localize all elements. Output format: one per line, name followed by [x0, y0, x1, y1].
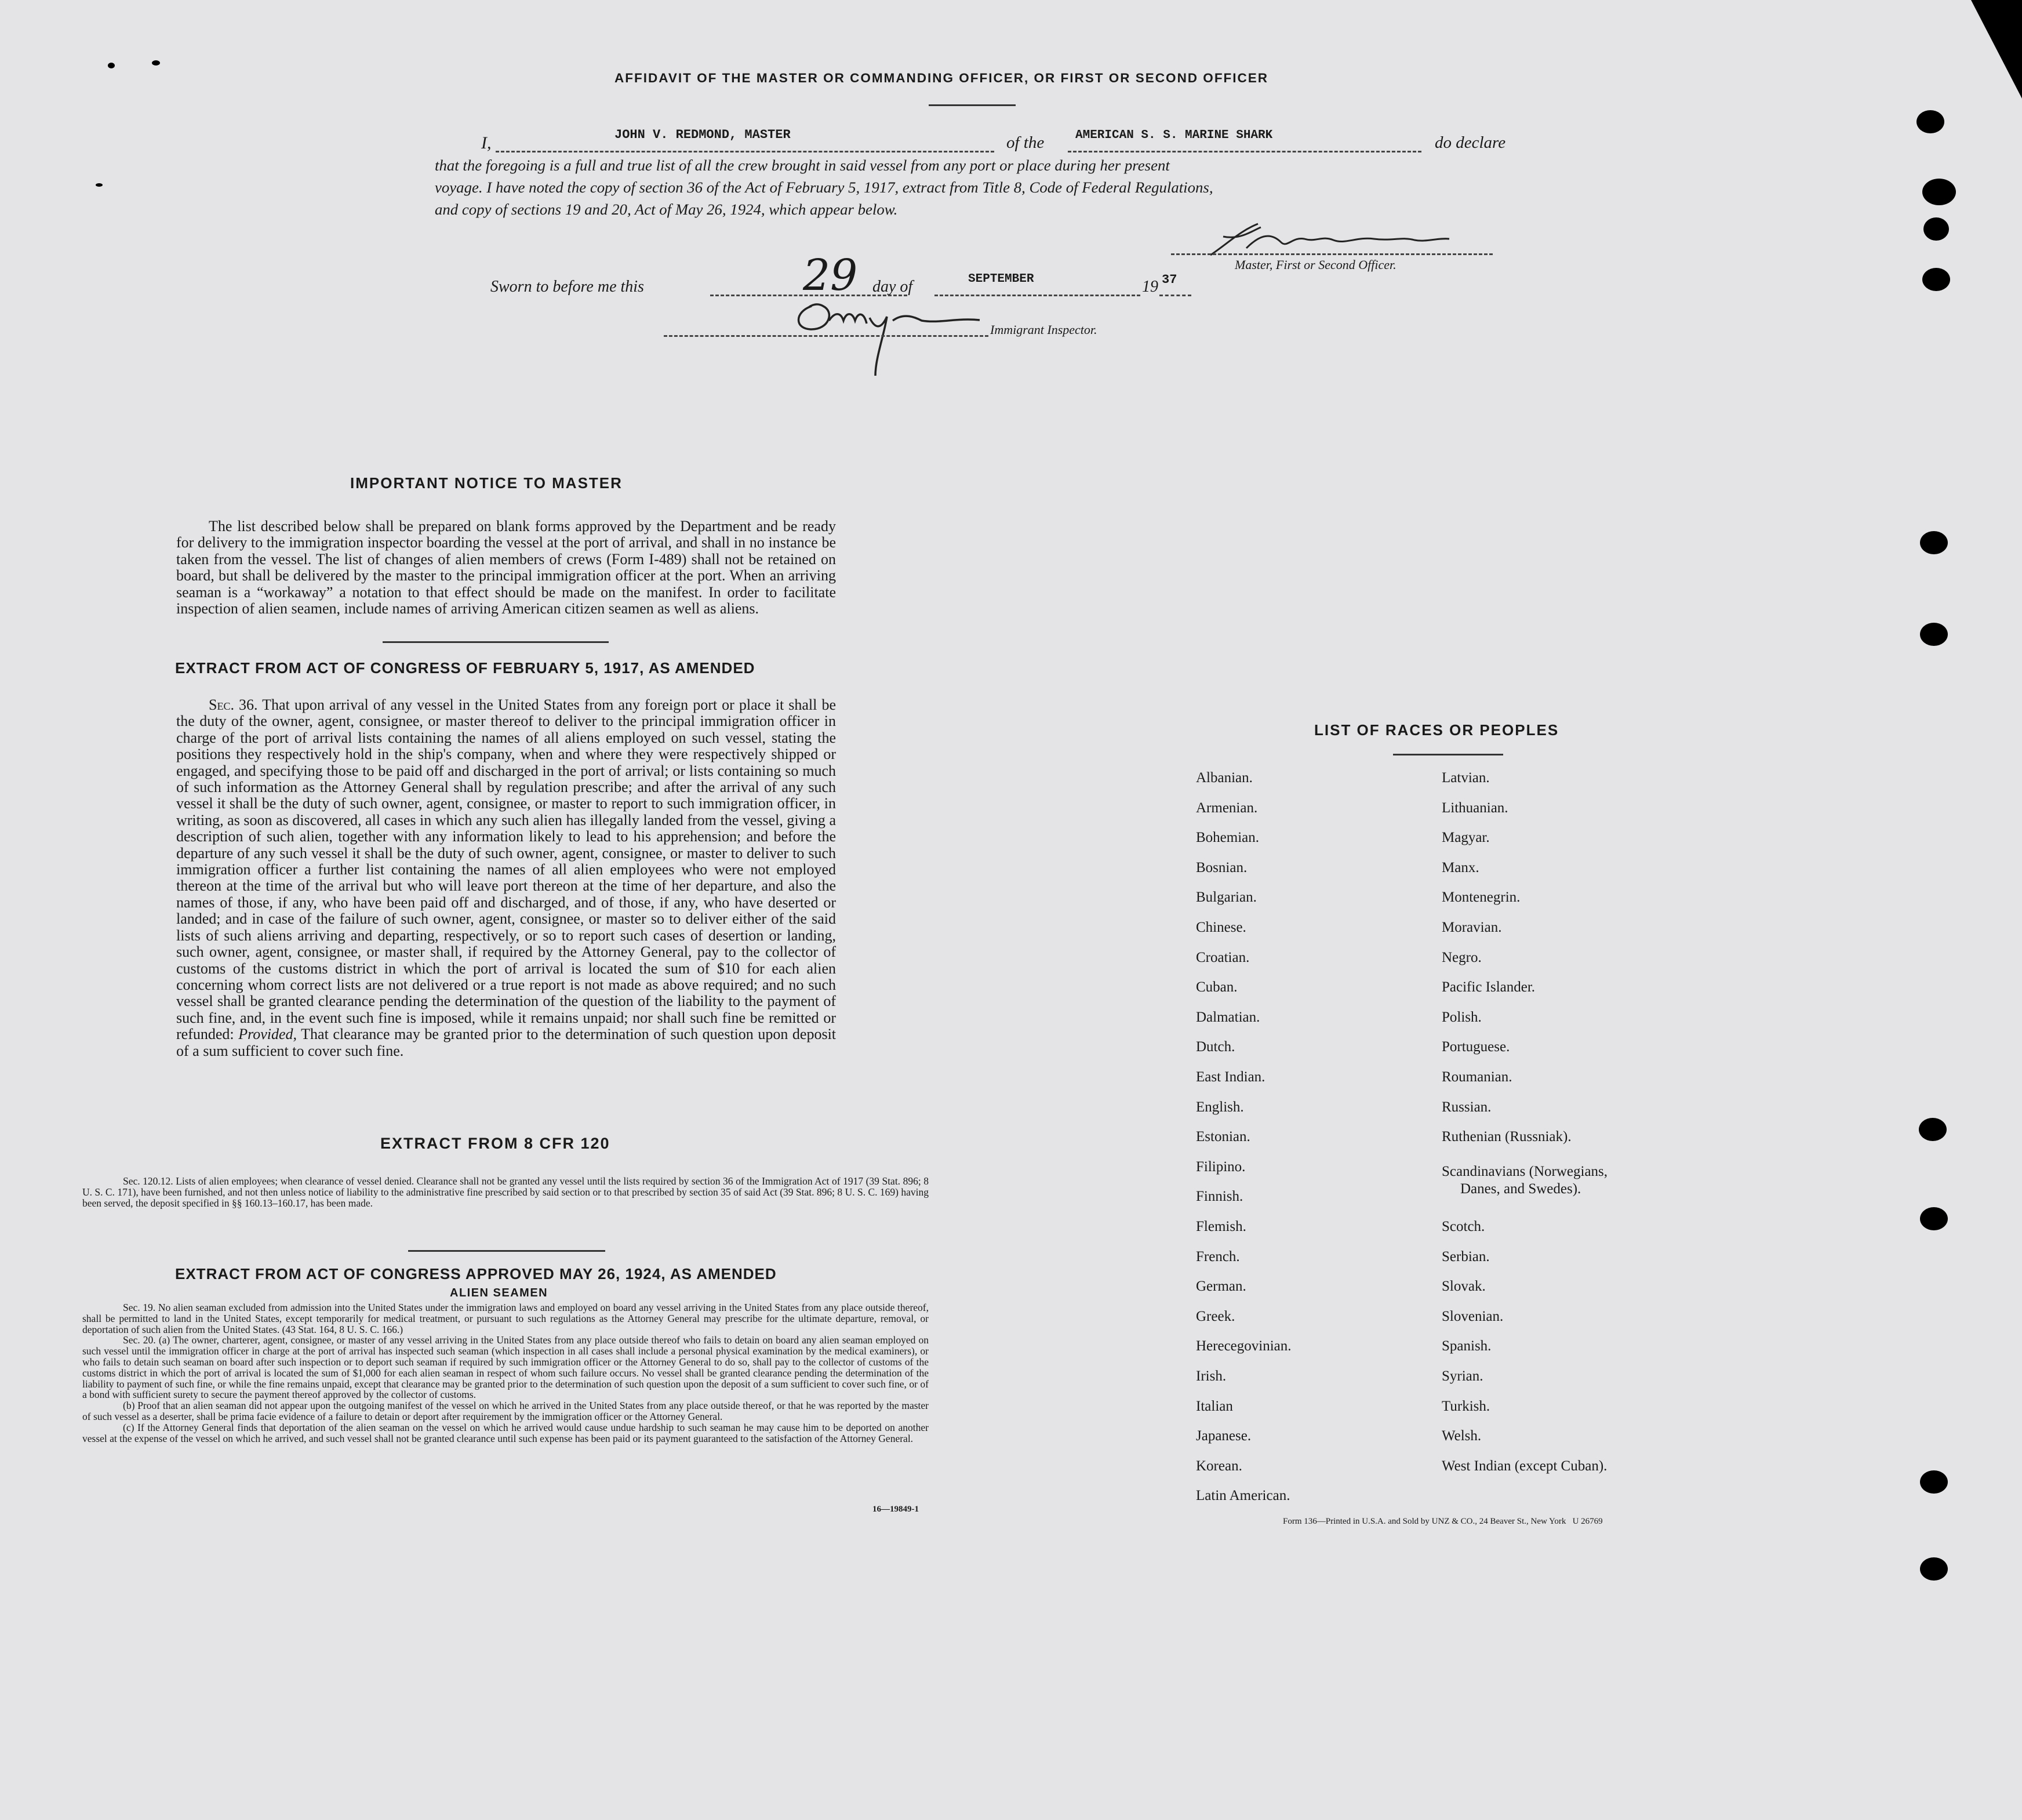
speck — [152, 60, 160, 66]
notice-paragraph: The list described below shall be prepared on blank forms approved by the Department and be ready for delivery to the immigration inspector boarding the vessel at the port of arrival, and shall in no instance be taken from the vessel. The list of changes of alien members of crews (Form I-489) shall not be retained on board, but shall be delivered by the master to the principal immigration officer at the port. When an arriving seaman is a “workaway” a notation to that effect should be made on the manifest. In order to facilitate inspection of alien seamen, include names of arriving American citizen seamen as well as aliens. — [176, 518, 836, 617]
punch-hole — [1920, 1470, 1948, 1494]
race-item: Estonian. — [1196, 1129, 1250, 1145]
race-item: Dalmatian. — [1196, 1009, 1260, 1025]
form-printer-note: Form 136—Printed in U.S.A. and Sold by UNZ & CO., 24 Beaver St., New York U 26769 — [1283, 1517, 1603, 1526]
race-item: Finnish. — [1196, 1189, 1243, 1205]
notice-heading: IMPORTANT NOTICE TO MASTER — [350, 474, 623, 492]
extract-1924-body — [82, 1302, 929, 1444]
race-item: Negro. — [1442, 949, 1482, 965]
race-item-continuation: Danes, and Swedes). — [1460, 1181, 1581, 1197]
master-signature-line — [1171, 253, 1493, 255]
divider — [383, 641, 609, 643]
section-19-paragraph: Sec. 19. No alien seaman excluded from admission into the United States under the immigration laws and employed on board any vessel arriving in the United States from any place outside thereof, shall be permitted to land in the United States, except temporarily for medical treatment, or pursuant to such regulations as the Attorney General may prescribe for the ultimate departure, removal, or deportation of such alien from the United States. (43 Stat. 164, 8 U. S. C. 166.) — [82, 1302, 929, 1335]
race-item: Moravian. — [1442, 920, 1502, 935]
affidavit-body-line-1: that the foregoing is a full and true list of all the crew brought in said vessel from any port or place during her present — [435, 157, 1170, 174]
race-item: Dutch. — [1196, 1039, 1235, 1055]
punch-hole — [1922, 268, 1950, 291]
of-the-label: of the — [1006, 133, 1045, 152]
race-item: Turkish. — [1442, 1398, 1490, 1414]
race-item: Korean. — [1196, 1458, 1242, 1474]
affidavit-body-line-3: and copy of sections 19 and 20, Act of May 26, 1924, which appear below. — [435, 201, 898, 218]
inspector-signature-caption: Immigrant Inspector. — [990, 322, 1097, 337]
speck — [108, 63, 115, 68]
race-item: Herecegovinian. — [1196, 1338, 1292, 1354]
divider — [408, 1250, 605, 1252]
punch-hole — [1919, 1118, 1947, 1141]
divider — [929, 104, 1016, 106]
race-item: Irish. — [1196, 1368, 1227, 1384]
punch-hole — [1923, 217, 1949, 241]
race-item: Slovenian. — [1442, 1308, 1504, 1324]
extract-cfr-body: Sec. 120.12. Lists of alien employees; when clearance of vessel denied. Clearance shall not be granted any vessel until the lists required by section 36 of the Immigration Act of 1917 (39 Stat. 896; 8 U. S. C. 171), have been furnished, and not then unless notice of liability to the administrative fine prescribed by said section or to that prescribed by section 35 of said Act (39 Stat. 896; 8 U. S. C. 169) having been served, the deposit specified in §§ 160.13–160.17, has been made. — [82, 1175, 929, 1209]
race-item: Cuban. — [1196, 979, 1238, 996]
punch-hole — [1920, 531, 1948, 554]
race-item: Bosnian. — [1196, 859, 1248, 876]
year-line — [1159, 295, 1191, 296]
section-36-provision: That clearance may be granted prior to the determination of such question upon deposit of a sum sufficient to cover such fine. — [176, 1026, 837, 1059]
punch-hole — [1920, 1207, 1948, 1230]
extract-1924-heading: EXTRACT FROM ACT OF CONGRESS APPROVED MAY 26, 1924, AS AMENDED — [175, 1265, 777, 1283]
race-item: Greek. — [1196, 1308, 1235, 1324]
inspector-signature-line — [664, 335, 988, 337]
race-item: Chinese. — [1196, 920, 1246, 935]
race-item: Bohemian. — [1196, 830, 1260, 846]
race-item: Welsh. — [1442, 1428, 1482, 1444]
vessel-name-field[interactable]: AMERICAN S. S. MARINE SHARK — [1075, 129, 1273, 142]
race-item: Pacific Islander. — [1442, 979, 1536, 996]
race-item: West Indian (except Cuban). — [1442, 1458, 1608, 1474]
section-label: Sec. 36. — [209, 696, 258, 713]
year-prefix: 19 — [1142, 278, 1158, 296]
race-item: Filipino. — [1196, 1158, 1246, 1175]
punch-hole — [1920, 1557, 1948, 1581]
punch-hole — [1922, 179, 1956, 205]
punch-hole — [1916, 110, 1944, 133]
master-name-line — [496, 151, 994, 152]
speck — [96, 183, 103, 187]
race-item: Syrian. — [1442, 1368, 1483, 1384]
master-name-field[interactable]: JOHN V. REDMOND, MASTER — [614, 128, 791, 142]
race-item: Italian — [1196, 1398, 1233, 1414]
form-code: 16—19849-1 — [872, 1505, 919, 1514]
race-item: Lithuanian. — [1442, 800, 1508, 816]
vessel-name-line — [1068, 151, 1421, 152]
sworn-day-field[interactable]: 29 — [803, 250, 858, 300]
race-item: Bulgarian. — [1196, 889, 1257, 906]
race-item: Roumanian. — [1442, 1069, 1512, 1085]
race-item: Japanese. — [1196, 1428, 1252, 1444]
race-item: Montenegrin. — [1442, 889, 1521, 906]
do-declare-label: do declare — [1435, 133, 1506, 152]
extract-1917-body — [176, 697, 836, 1059]
race-item: Russian. — [1442, 1099, 1492, 1115]
affidavit-heading: AFFIDAVIT OF THE MASTER OR COMMANDING OFFICER, OR FIRST OR SECOND OFFICER — [614, 71, 1269, 85]
divider — [1393, 754, 1503, 755]
race-item: Portuguese. — [1442, 1039, 1510, 1055]
extract-cfr-heading: EXTRACT FROM 8 CFR 120 — [380, 1135, 610, 1152]
race-item: Slovak. — [1442, 1278, 1486, 1295]
extract-1924-subheading: ALIEN SEAMEN — [450, 1287, 548, 1299]
race-item: Serbian. — [1442, 1248, 1490, 1265]
race-item: Scotch. — [1442, 1219, 1485, 1234]
race-item: Scandinavians (Norwegians, — [1442, 1164, 1608, 1179]
race-item: Armenian. — [1196, 800, 1258, 816]
extract-1917-heading: EXTRACT FROM ACT OF CONGRESS OF FEBRUARY 5, 1917, AS AMENDED — [175, 659, 755, 677]
section-20a-paragraph: Sec. 20. (a) The owner, charterer, agent, consignee, or master of any vessel arriving in the United States from any place outside thereof who fails to detain on board any alien seaman employed on such vessel until the immigration officer in charge at the port of arrival has inspected such seaman (which inspection in all cases shall include a personal physical examination by the medical examiners), or who fails to detain such seaman on board after such inspection or to deport such seaman if required by such immigration officer or the Attorney General to do so, shall pay to the collector of customs of the customs district in which the port of arrival is located the sum of $1,000 for each alien seaman in respect of whom such failure occurs. No vessel shall be granted clearance pending the determination of the liability to payment of such fine, or while the fine remains unpaid, except that clearance may be granted prior to the determination of such question upon the deposit of a sum sufficient to cover such fine, or of a bond with sufficient surety to secure the payment thereof approved by the collector of customs. — [82, 1334, 929, 1401]
sworn-label: Sworn to before me this — [490, 278, 644, 296]
race-item: Polish. — [1442, 1009, 1482, 1025]
race-item: Magyar. — [1442, 830, 1490, 846]
sworn-month-field[interactable]: SEPTEMBER — [968, 273, 1034, 286]
section-20c-paragraph: (c) If the Attorney General finds that deportation of the alien seaman on the vessel on which he arrived would cause undue hardship to such seaman he may cause him to be deported on another vessel at the expense of the vessel on which he arrived, and such vessel shall not be granted clearance until such expense has been paid or its payment guaranteed to the satisfaction of the Attorney General. — [82, 1421, 929, 1444]
race-item: Croatian. — [1196, 949, 1250, 965]
race-item: German. — [1196, 1278, 1246, 1295]
race-item: Ruthenian (Russniak). — [1442, 1129, 1572, 1145]
affidavit-body-line-2: voyage. I have noted the copy of section 36 of the Act of February 5, 1917, extract from Title 8, Code of Federal Regulations, — [435, 179, 1213, 196]
affidavit-prefix: I, — [481, 133, 492, 152]
year-suffix-field[interactable]: 37 — [1162, 273, 1177, 287]
race-item: Latvian. — [1442, 770, 1490, 786]
race-item: French. — [1196, 1248, 1240, 1265]
race-item: Spanish. — [1442, 1338, 1492, 1354]
inspector-signature-image — [788, 295, 997, 382]
race-item: Latin American. — [1196, 1488, 1290, 1504]
provided-word: Provided, — [238, 1026, 297, 1043]
punch-hole — [1920, 623, 1948, 646]
race-item: Flemish. — [1196, 1219, 1246, 1234]
race-item: Albanian. — [1196, 770, 1253, 786]
races-heading: LIST OF RACES OR PEOPLES — [1314, 721, 1559, 739]
race-item: Manx. — [1442, 859, 1479, 876]
day-of-label: day of — [872, 278, 913, 296]
section-20b-paragraph: (b) Proof that an alien seaman did not appear upon the outgoing manifest of the vessel on which he arrived in the United States from any place outside thereof, or that he was reported by the master of such vessel as a deserter, shall be prima facie evidence of a failure to detain or deport after requirement by the immigration officer or the Attorney General. — [82, 1400, 929, 1422]
race-item: East Indian. — [1196, 1069, 1265, 1085]
race-item: English. — [1196, 1099, 1244, 1115]
section-36-text: That upon arrival of any vessel in the United States from any foreign port or place it shall be the duty of the owner, agent, consignee, or master thereof to deliver to the principal immigration officer in charge of the port of arrival lists containing the names of all aliens employed on such vessel, stating the positions they respectively hold in the ship's company, when and where they were respectively shipped or engaged, and specifying those to be paid off and discharged in the port of arrival; or lists containing so much of such information as the Attorney General shall by regulation prescribe; and after the arrival of any such vessel it shall be the duty of such owner, agent, consignee, or master to report to such immigration officer, in writing, as soon as discovered, all cases in which any such alien has illegally landed from the vessel, giving a description of such alien, together with any information likely to lead to his apprehension; and before the departure of any such vessel it shall be the duty of such owner, agent, consignee, or master to deliver to such immigration officer a further list containing the names of all alien employees who were not employed thereon at the time of the arrival but who will leave port thereon at the time of her departure, and also the names of those, if any, who have been paid off and discharged, and of those, if any, who have deserted or landed; and in case of the failure of such owner, agent, consignee, or master so to deliver either of the said lists of such aliens arriving and departing, respectively, or so to report such cases of desertion or landing, such owner, agent, consignee, or master shall, if required by the Attorney General, pay to the collector of customs of the customs district in which the port of arrival is located the sum of $10 for each alien concerning whom correct lists are not delivered or a true report is not made as above required; and no such vessel shall be granted clearance pending the determination of the question of the liability to the payment of such fine, and, in the event such fine is imposed, while it remains unpaid; nor shall such fine be remitted or refunded: — [176, 696, 836, 1043]
master-signature-caption: Master, First or Second Officer. — [1235, 257, 1397, 272]
